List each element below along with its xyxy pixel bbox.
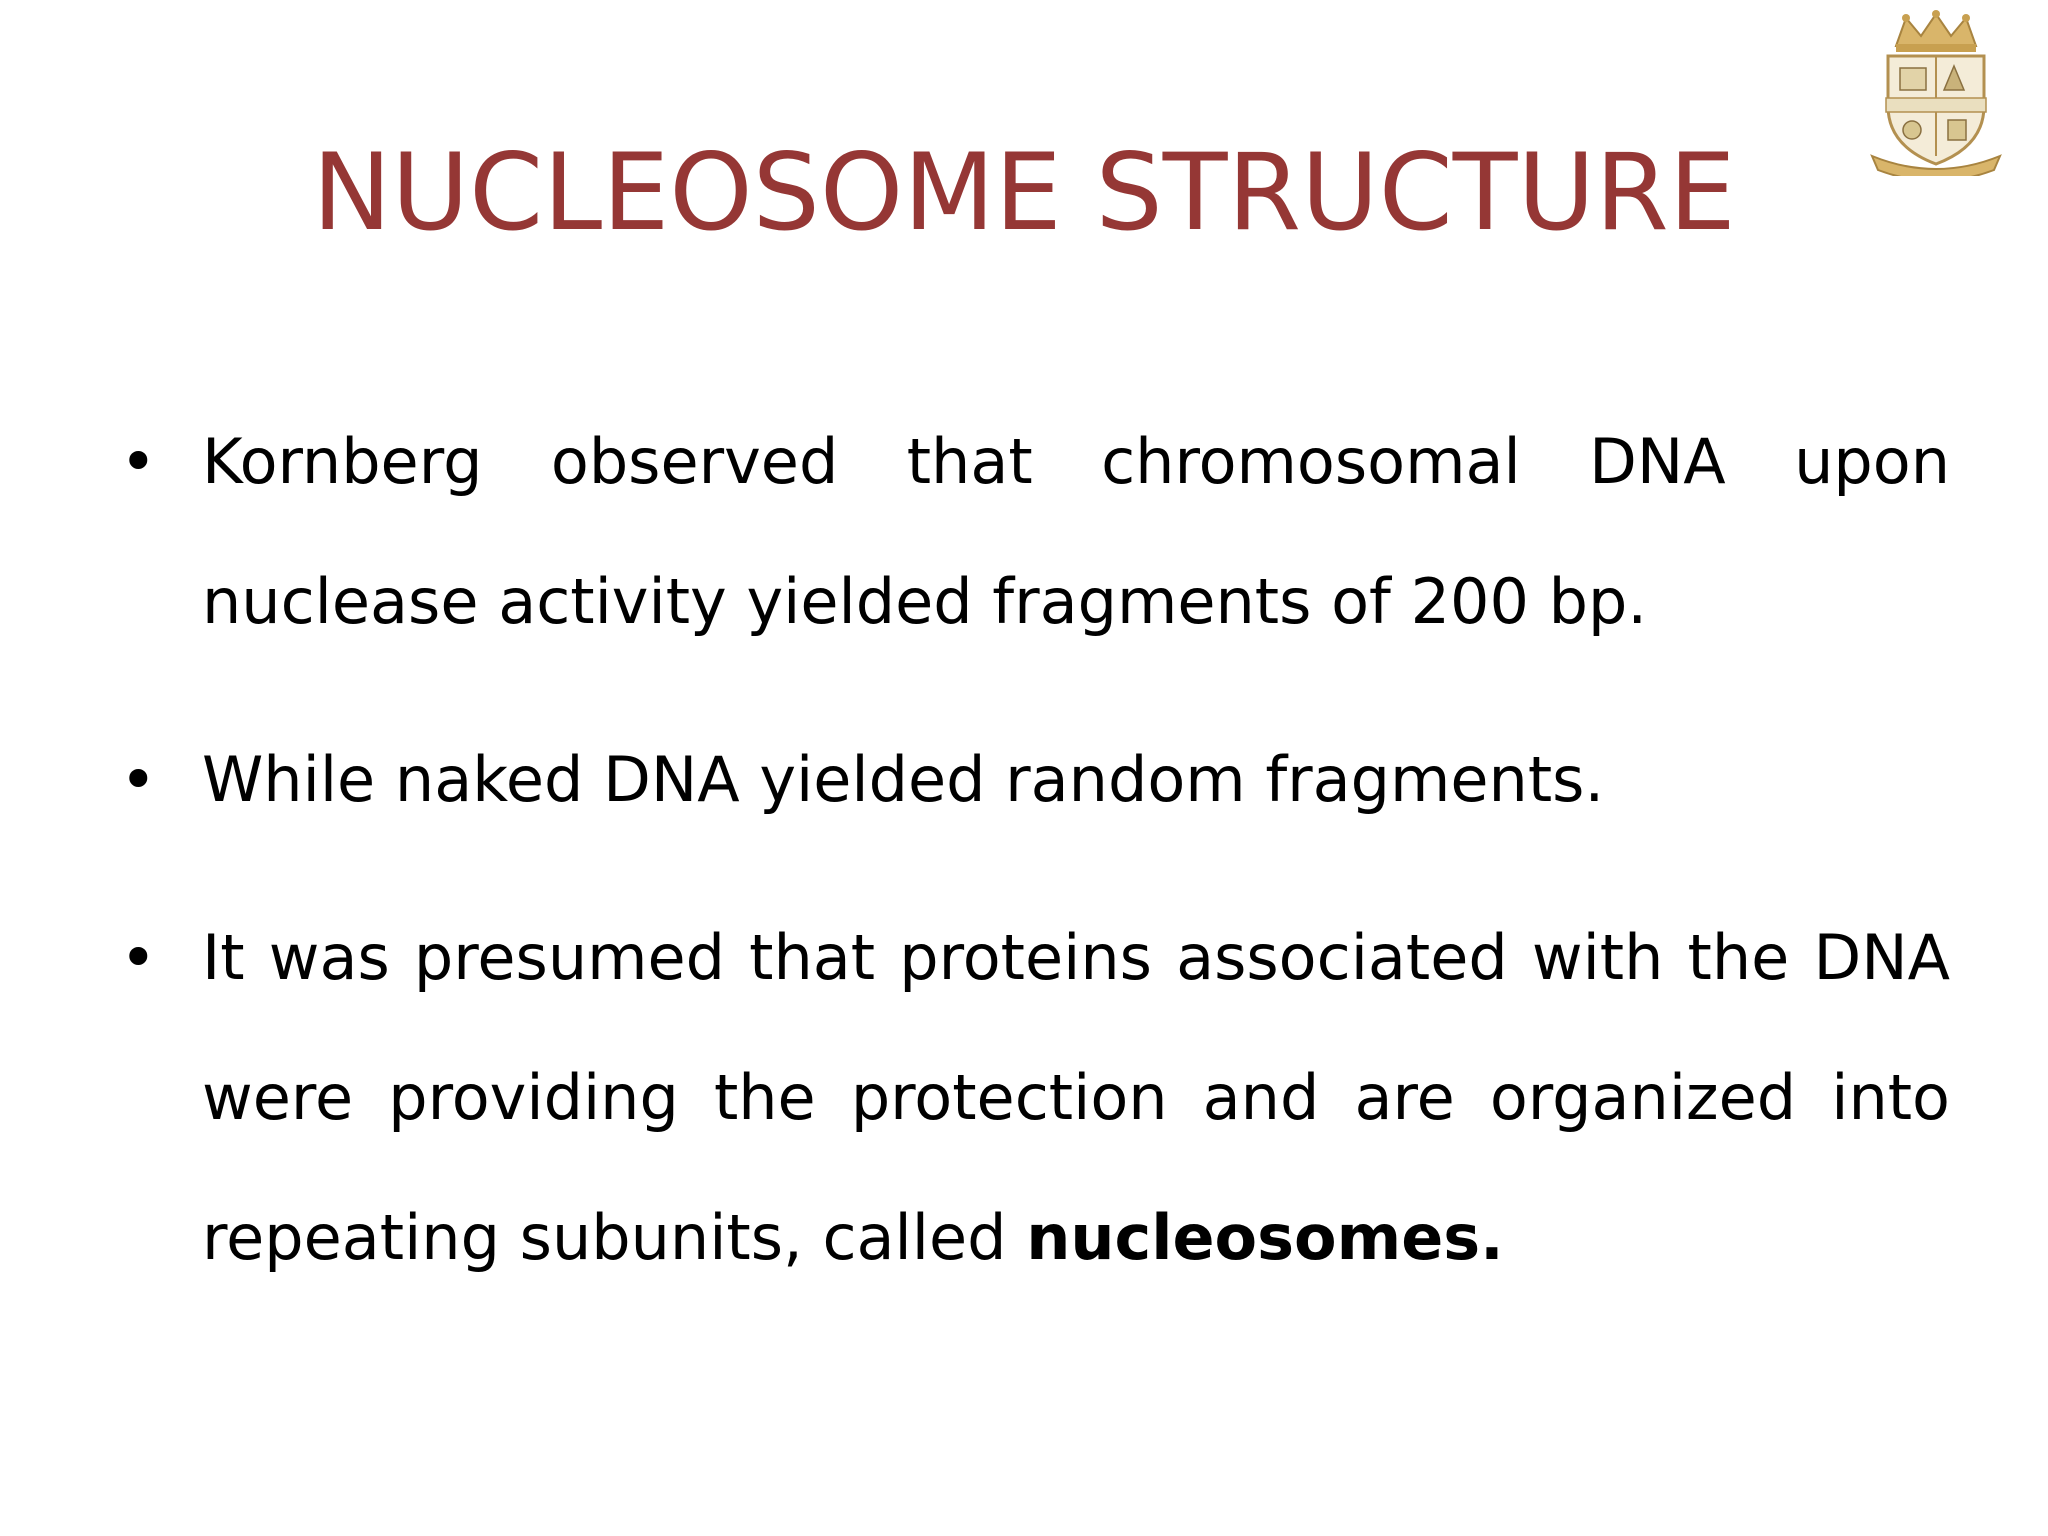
bullet-text: Kornberg observed that chromosomal DNA upon nuclease activity yielded fragments of 200 bp. [202, 425, 1950, 638]
slide-title: NUCLEOSOME STRUCTURE [312, 131, 1736, 254]
bullet-dot-icon: • [120, 425, 157, 498]
bullet-text [202, 888, 1950, 1308]
bullet-text-bold-term: nucleosomes. [1026, 1201, 1504, 1274]
bullet-dot-icon: • [120, 921, 157, 994]
bullet-dot-icon: • [120, 743, 157, 816]
bullet-item [112, 710, 1950, 850]
bullet-item [112, 392, 1950, 672]
bullet-item [112, 888, 1950, 1308]
bullet-text: While naked DNA yielded random fragments. [202, 743, 1605, 816]
bullet-text-main: It was presumed that proteins associated with the DNA were providing the protection and are organized into repeating subunits, called [202, 921, 1950, 1274]
bullet-list [112, 392, 1950, 1346]
